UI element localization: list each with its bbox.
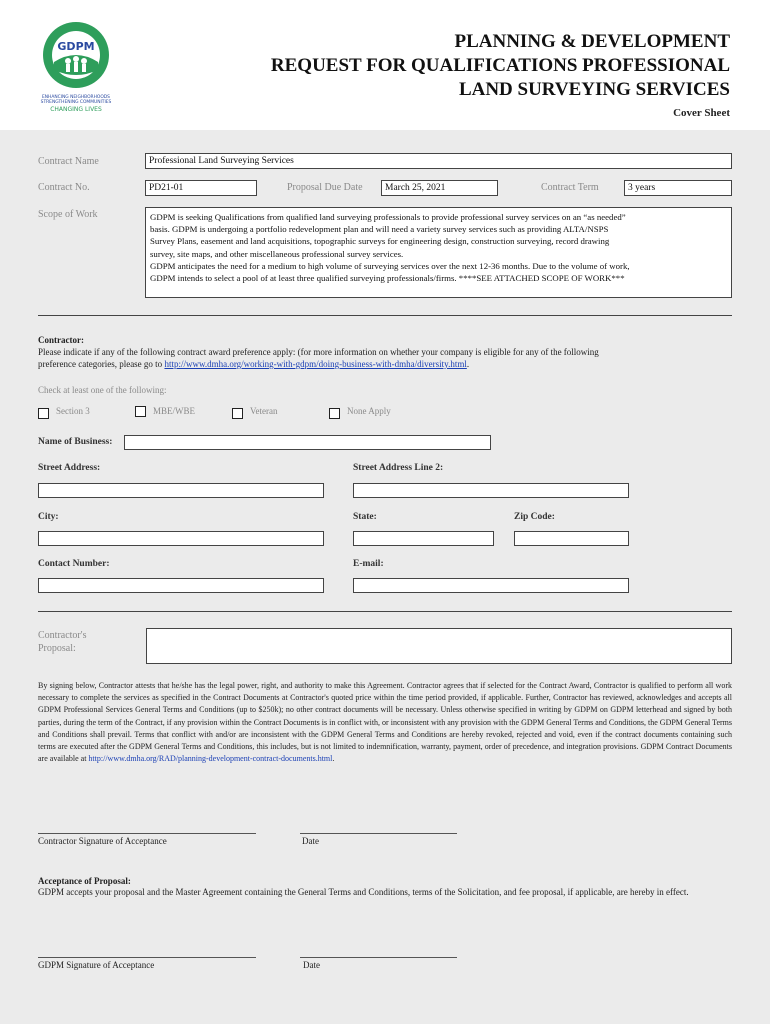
street-address-2-label: Street Address Line 2: — [353, 463, 444, 473]
scope-line: Survey Plans, easement and land acquisitions, topographic surveys for engineering design, construction surveying, record drawing — [150, 236, 610, 247]
contract-term-field[interactable] — [624, 180, 732, 196]
none-apply-label: None Apply — [347, 406, 391, 416]
page-title — [271, 30, 730, 102]
legal-post: . — [332, 754, 335, 764]
acceptance-heading: Acceptance of Proposal: — [38, 876, 131, 886]
due-date-value: March 25, 2021 — [385, 183, 446, 193]
email-label: E-mail: — [353, 559, 384, 569]
title-line-1: PLANNING & DEVELOPMENT — [454, 31, 730, 52]
contract-term-value: 3 years — [628, 183, 656, 193]
gdpm-logo — [36, 18, 116, 118]
diversity-link[interactable]: http://www.dmha.org/working-with-gdpm/doing-business-with-dmha/diversity.html — [164, 359, 467, 369]
due-date-label: Proposal Due Date — [287, 182, 363, 193]
business-name-label: Name of Business: — [38, 437, 113, 447]
intro-post: . — [466, 359, 470, 369]
contract-no-label: Contract No. — [38, 182, 90, 193]
city-label: City: — [38, 512, 59, 522]
legal-terms — [38, 680, 732, 765]
contractor-intro — [38, 346, 738, 370]
date-line-1[interactable] — [300, 833, 457, 834]
section3-checkbox[interactable] — [38, 408, 49, 419]
scope-label: Scope of Work — [38, 209, 98, 220]
logo-text: GDPM — [57, 40, 95, 53]
contractor-signature-line[interactable] — [38, 833, 256, 834]
tagline-1: ENHANCING NEIGHBORHOODS — [42, 95, 110, 100]
title-line-2: REQUEST FOR QUALIFICATIONS PROFESSIONAL — [270, 55, 730, 76]
gdpm-signature-line[interactable] — [38, 957, 256, 958]
contract-documents-link[interactable]: http://www.dmha.org/RAD/planning-development-contract-documents.html — [88, 754, 333, 764]
scope-line: survey, site maps, and other miscellaneous professional survey services. — [150, 248, 404, 259]
cover-sheet-label: Cover Sheet — [673, 107, 730, 119]
proposal-label-2: Proposal: — [38, 643, 76, 654]
tagline-3: CHANGING LIVES — [50, 106, 102, 113]
intro-line-1: Please indicate if any of the following contract award preference apply: (for more information on whether your company is eligible for any of the following — [38, 347, 599, 357]
due-date-field[interactable] — [381, 180, 498, 196]
gdpm-logo-icon — [36, 18, 116, 118]
veteran-checkbox[interactable] — [232, 408, 243, 419]
zip-input[interactable] — [514, 531, 629, 546]
scope-of-work-field[interactable] — [145, 207, 732, 298]
street-address-label: Street Address: — [38, 463, 101, 473]
zip-label: Zip Code: — [514, 512, 555, 522]
contract-name-label: Contract Name — [38, 156, 99, 167]
logo-ring-text: GREATER DAYTON PREMIER MANAGEMENT — [54, 93, 98, 95]
title-line-3: LAND SURVEYING SERVICES — [458, 79, 730, 100]
gdpm-signature-label: GDPM Signature of Acceptance — [38, 960, 155, 970]
header — [0, 0, 770, 130]
date-line-2[interactable] — [300, 957, 457, 958]
acceptance-text: GDPM accepts your proposal and the Master Agreement containing the General Terms and Conditions, terms of the Solicitation, and fee proposal, if applicable, are hereby in effect. — [38, 887, 689, 897]
divider — [38, 611, 732, 612]
scope-line: GDPM intends to select a pool of at least three qualified surveying professionals/firms. ****SEE ATTACHED SCOPE OF WORK*** — [150, 273, 625, 284]
contract-no-value: PD21-01 — [149, 183, 184, 193]
business-name-input[interactable] — [124, 435, 491, 450]
contact-number-input[interactable] — [38, 578, 324, 593]
street-address-input[interactable] — [38, 483, 324, 498]
scope-line: GDPM anticipates the need for a medium to high volume of surveying services over the next 12-36 months. Due to the volume of work, — [150, 260, 630, 271]
tagline-2: STRENGTHENING COMMUNITIES — [40, 100, 112, 105]
legal-text: By signing below, Contractor attests that he/she has the legal power, right, and authority to make this Agreement. Contractor agrees that if selected for the Contract Award, Contractor is qualified to perform all work necessary to complete the services as specified in the Contract Documents at Contractor's quoted price within the time period provided, if applicable. Further, Contractor has reviewed, acknowledges and accepts all GDPM Professional Services General Terms and Conditions (up to $250k); no other contract documents will be necessary. Unless otherwise specified in writing by GDPM on GDPM letterhead and signed by both parties, during the term of the Contract, if any provision within the Contract Documents is in conflict with, or inconsistent with any provision with the GDPM General Terms and Conditions, the GDPM General Terms and Conditions shall prevail. Terms that conflict with and/or are inconsistent with the GDPM General Terms and Conditions are hereby revoked, rejected and void, even if the contract documents containing such terms are executed after the GDPM General Terms and Conditions, this includes, but is not limited to indemnification, warranty, payment, order of precedence, and integration provisions. GDPM Contract Documents are available at — [38, 681, 732, 764]
state-input[interactable] — [353, 531, 494, 546]
street-address-2-input[interactable] — [353, 483, 629, 498]
mbe-wbe-checkbox[interactable] — [135, 406, 146, 417]
contract-name-field[interactable] — [145, 153, 732, 169]
date-label-2: Date — [303, 960, 320, 970]
proposal-label — [38, 629, 86, 655]
intro-line-2 — [38, 358, 738, 370]
scope-line: basis. GDPM is undergoing a portfolio redevelopment plan and will need a variety survey services such as providing ALTA/NSPS — [150, 224, 609, 235]
date-label-1: Date — [302, 836, 319, 846]
section3-label: Section 3 — [56, 406, 90, 416]
check-prompt: Check at least one of the following: — [38, 385, 167, 395]
city-input[interactable] — [38, 531, 324, 546]
proposal-label-1: Contractor's — [38, 630, 87, 641]
contract-term-label: Contract Term — [541, 182, 599, 193]
veteran-label: Veteran — [250, 406, 278, 416]
contract-name-value: Professional Land Surveying Services — [149, 156, 294, 166]
scope-line: GDPM is seeking Qualifications from qualified land surveying professionals to provide professional survey services on an “as needed” — [150, 212, 626, 222]
divider — [38, 315, 732, 316]
contractor-heading: Contractor: — [38, 335, 84, 345]
contractor-proposal-field[interactable] — [146, 628, 732, 664]
contract-no-field[interactable] — [145, 180, 257, 196]
state-label: State: — [353, 512, 377, 522]
none-apply-checkbox[interactable] — [329, 408, 340, 419]
contractor-signature-label: Contractor Signature of Acceptance — [38, 836, 167, 846]
email-input[interactable] — [353, 578, 629, 593]
intro-pre: preference categories, please go to — [38, 359, 165, 369]
mbe-wbe-label: MBE/WBE — [153, 406, 195, 416]
contact-number-label: Contact Number: — [38, 559, 110, 569]
